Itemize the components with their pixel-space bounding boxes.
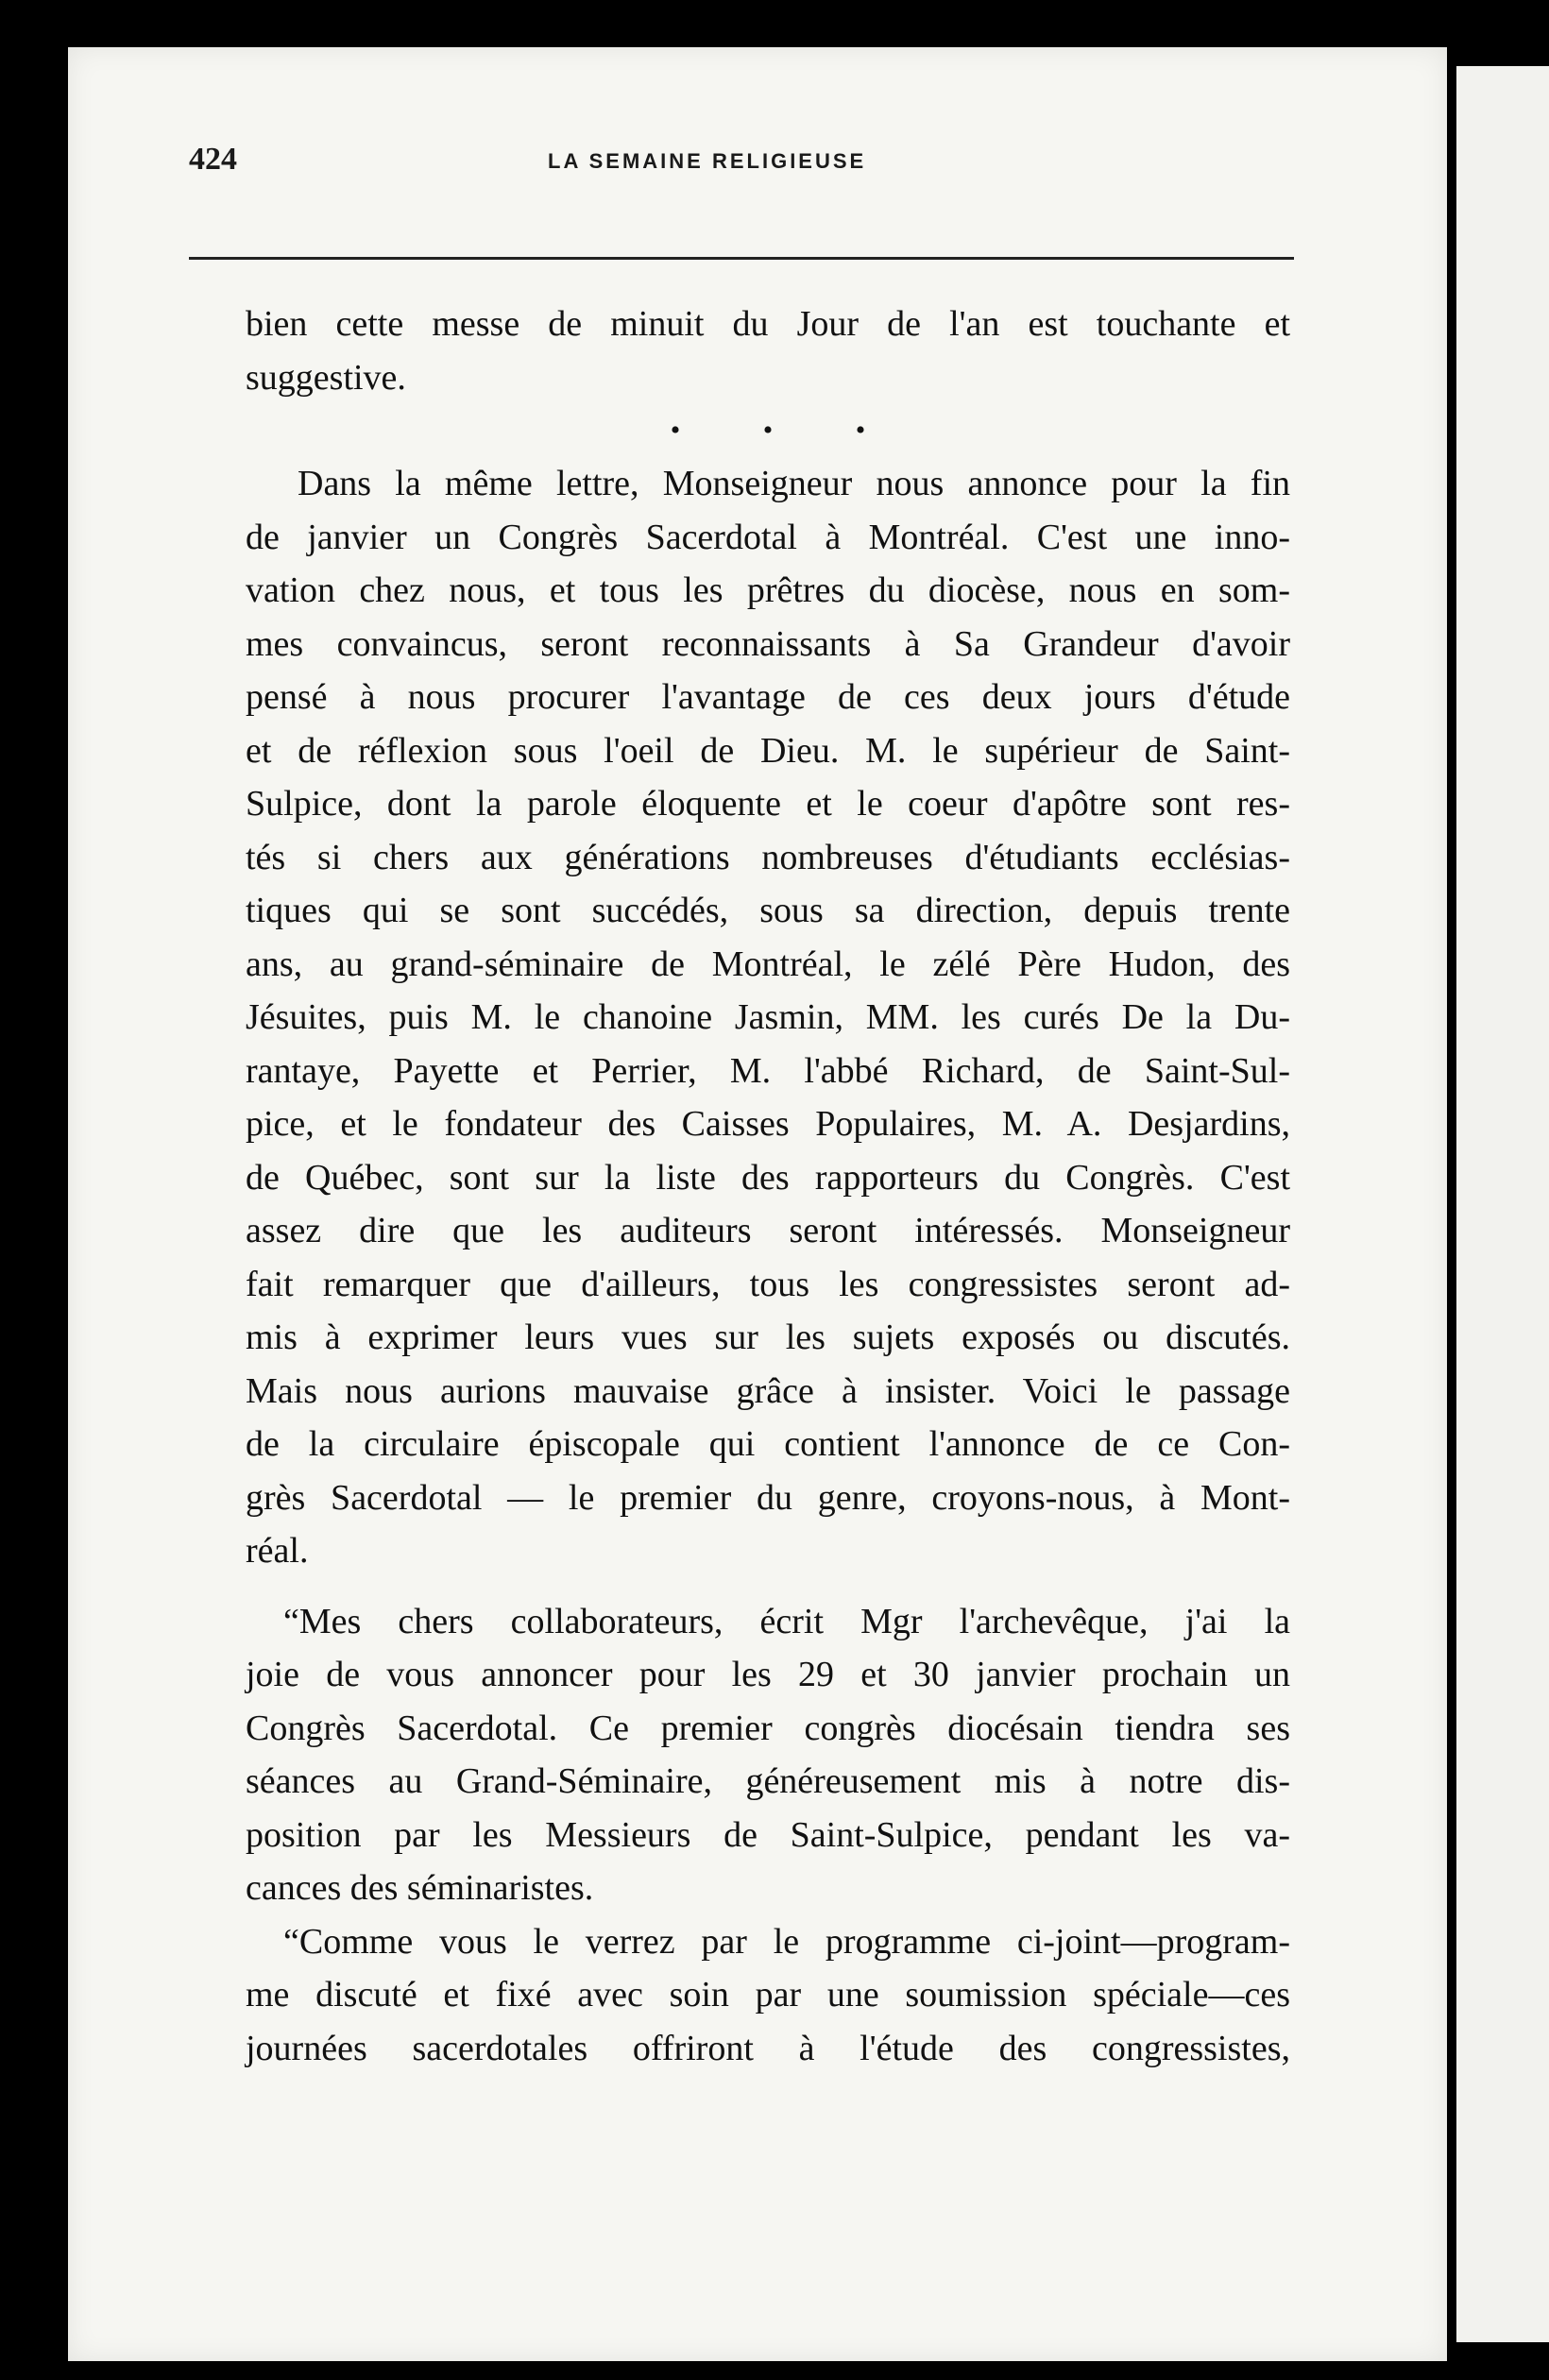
- text-line: Dans la même lettre, Monseigneur nous annonce pour la fin: [298, 464, 1290, 503]
- text-line: grès Sacerdotal — le premier du genre, croyons-nous, à Mont-: [246, 1477, 1290, 1518]
- text-line: vation chez nous, et tous les prêtres du diocèse, nous en som-: [246, 570, 1290, 610]
- text-line: et de réflexion sous l'oeil de Dieu. M. le supérieur de Saint-: [246, 730, 1290, 771]
- section-ornament: • • •: [670, 415, 904, 446]
- text-line: de Québec, sont sur la liste des rapporteurs du Congrès. C'est: [246, 1157, 1290, 1198]
- text-line: Sulpice, dont la parole éloquente et le coeur d'apôtre sont res-: [246, 784, 1290, 824]
- text-line: Jésuites, puis M. le chanoine Jasmin, MM. les curés De la Du-: [246, 997, 1290, 1037]
- text-line: fait remarquer que d'ailleurs, tous les congressistes seront ad-: [246, 1264, 1290, 1304]
- text-line: Congrès Sacerdotal. Ce premier congrès diocésain tiendra ses: [246, 1708, 1290, 1748]
- text-line: position par les Messieurs de Saint-Sulpice, pendant les va-: [246, 1814, 1290, 1855]
- text-line: ans, au grand-séminaire de Montréal, le zélé Père Hudon, des: [246, 944, 1290, 984]
- header-rule: [189, 257, 1294, 260]
- page-number: 424: [189, 142, 237, 177]
- text-line: me discuté et fixé avec soin par une soumission spéciale—ces: [246, 1975, 1290, 2014]
- text-line: de la circulaire épiscopale qui contient l'annonce de ce Con-: [246, 1424, 1290, 1464]
- text-line: mis à exprimer leurs vues sur les sujets exposés ou discutés.: [246, 1318, 1290, 1357]
- text-line: suggestive.: [246, 357, 406, 398]
- text-line: joie de vous annoncer pour les 29 et 30 janvier prochain un: [246, 1655, 1290, 1694]
- text-line: “Mes chers collaborateurs, écrit Mgr l'archevêque, j'ai la: [283, 1601, 1290, 1641]
- text-line: bien cette messe de minuit du Jour de l'an est touchante et: [246, 304, 1290, 344]
- text-line: pensé à nous procurer l'avantage de ces deux jours d'étude: [246, 677, 1290, 717]
- text-line: séances au Grand-Séminaire, généreusement mis à notre dis-: [246, 1761, 1290, 1801]
- text-line: tés si chers aux générations nombreuses d'étudiants ecclésias-: [246, 837, 1290, 877]
- text-line: pice, et le fondateur des Caisses Populaires, M. A. Desjardins,: [246, 1104, 1290, 1144]
- adjacent-page-edge: [1456, 66, 1549, 2342]
- text-line: journées sacerdotales offriront à l'étude des congressistes,: [246, 2028, 1290, 2068]
- text-line: tiques qui se sont succédés, sous sa direction, depuis trente: [246, 891, 1290, 930]
- text-line: “Comme vous le verrez par le programme ci-joint—program-: [283, 1921, 1290, 1962]
- text-line: mes convaincus, seront reconnaissants à Sa Grandeur d'avoir: [246, 623, 1290, 664]
- page-header: [189, 142, 1294, 179]
- text-line: Mais nous aurions mauvaise grâce à insister. Voici le passage: [246, 1370, 1290, 1411]
- text-line: réal.: [246, 1531, 309, 1571]
- text-line: cances des séminaristes.: [246, 1868, 594, 1908]
- text-line: assez dire que les auditeurs seront intéressés. Monseigneur: [246, 1211, 1290, 1250]
- running-head: LA SEMAINE RELIGIEUSE: [548, 149, 867, 173]
- text-line: de janvier un Congrès Sacerdotal à Montréal. C'est une inno-: [246, 517, 1290, 557]
- body-text: [246, 298, 1290, 2075]
- text-line: rantaye, Payette et Perrier, M. l'abbé Richard, de Saint-Sul-: [246, 1050, 1290, 1091]
